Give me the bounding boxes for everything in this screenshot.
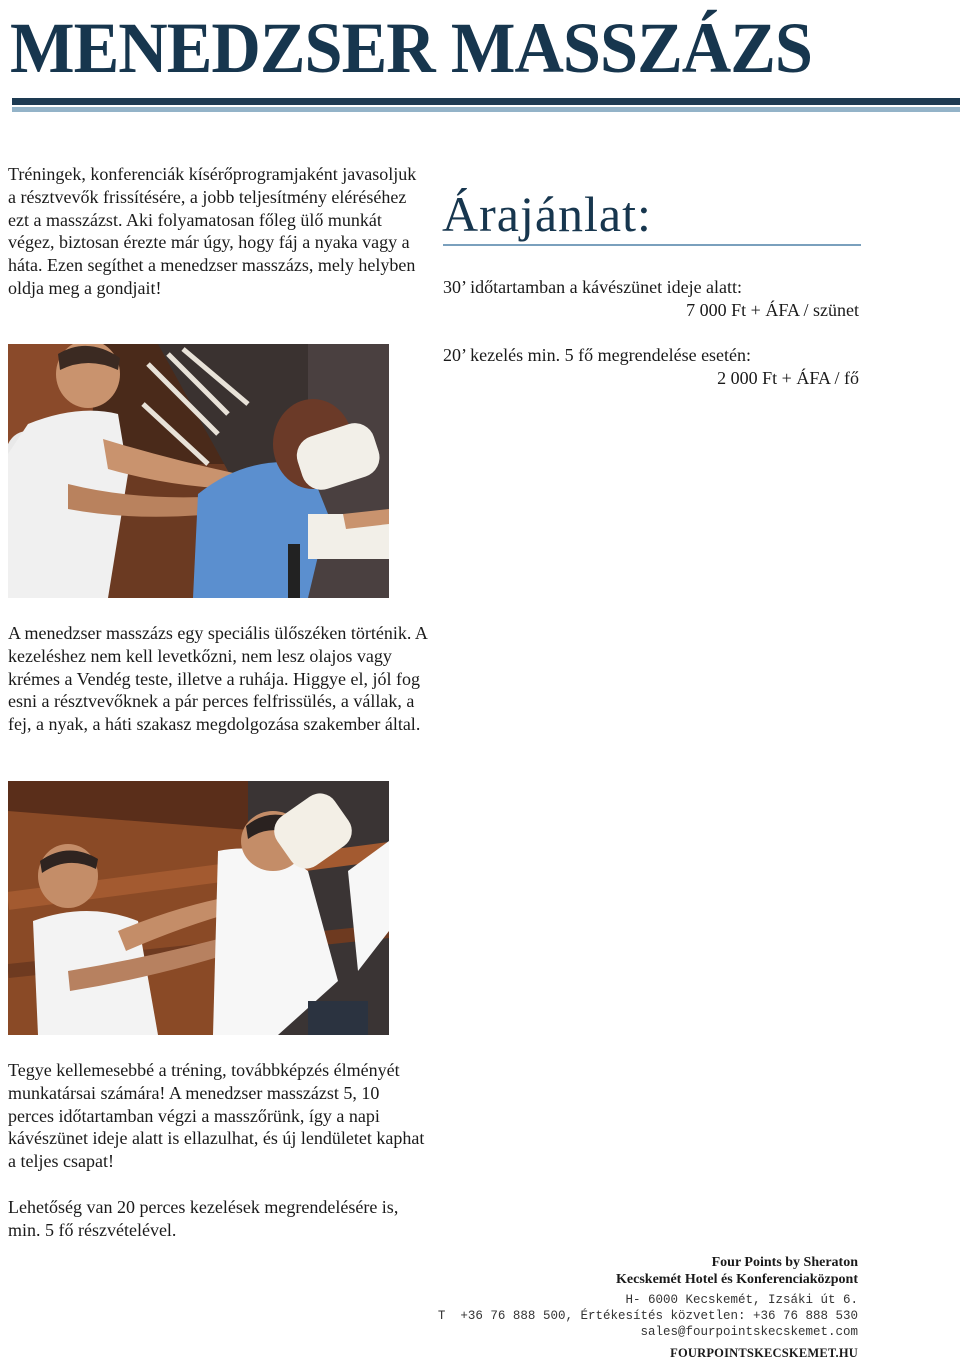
option-paragraph: Lehetőség van 20 perces kezelések megrendelésére is, min. 5 fő részvételével. — [8, 1197, 399, 1240]
page-title: MENEDZSER MASSZÁZS — [10, 8, 813, 88]
footer-brand-line1: Four Points by Sheraton — [711, 1255, 858, 1270]
offer-item-2-price: 2 000 Ft + ÁFA / fő — [717, 368, 859, 388]
footer-brand-line2: Kecskemét Hotel és Konferenciaközpont — [616, 1272, 858, 1287]
offer-item-1-description: 30’ időtartamban a kávészünet ideje alatt: — [443, 277, 743, 297]
footer-website[interactable]: FOURPOINTSKECSKEMET.HU — [670, 1346, 858, 1360]
offer-item-1-price: 7 000 Ft + ÁFA / szünet — [686, 300, 859, 320]
footer-address: H- 6000 Kecskemét, Izsáki út 6. — [625, 1293, 858, 1307]
training-paragraph: Tegye kellemesebbé a tréning, továbbképzés élményét munkatársai számára! A menedzser masszázst 5, 10 perces időtartamban végzi a masszőrünk, így a napi kávészünet ideje alatt is ellazulhat, és új lendületet kaphat a teljes csapat! — [8, 1060, 425, 1172]
offer-item-2-description: 20’ kezelés min. 5 fő megrendelése esetén: — [443, 345, 752, 365]
intro-paragraph: Tréningek, konferenciák kísérőprogramjaként javasoljuk a résztvevők frissítésére, a jobb teljesítmény eléréséhez ezt a masszázst. Aki folyamatosan főleg ülő munkát végez, biztosan érezte már úgy, hogy fáj a nyaka vagy a háta. Ezen segíthet a menedzser masszázs, mely helyben oldja meg a gondjait! — [8, 164, 417, 298]
massage-photo-woman — [8, 344, 389, 598]
footer-email[interactable]: sales@fourpointskecskemet.com — [640, 1325, 858, 1339]
title-rule-light — [12, 107, 960, 112]
footer-phone: T +36 76 888 500, Értékesítés közvetlen: +36 76 888 530 — [437, 1309, 858, 1323]
offer-heading: Árajánlat: — [442, 186, 652, 242]
offer-heading-rule — [443, 244, 861, 246]
title-rule-dark — [12, 98, 960, 105]
chair-paragraph: A menedzser masszázs egy speciális ülőszéken történik. A kezeléshez nem kell levetkőzni, nem lesz olajos vagy krémes a Vendég teste, illetve a ruhája. Higgye el, jól fog esni a résztvevőknek a pár perces felfrissülés, a vállak, a fej, a nyak, a háti szakasz megdolgozása szakember által. — [8, 623, 427, 735]
massage-photo-man — [8, 781, 389, 1035]
